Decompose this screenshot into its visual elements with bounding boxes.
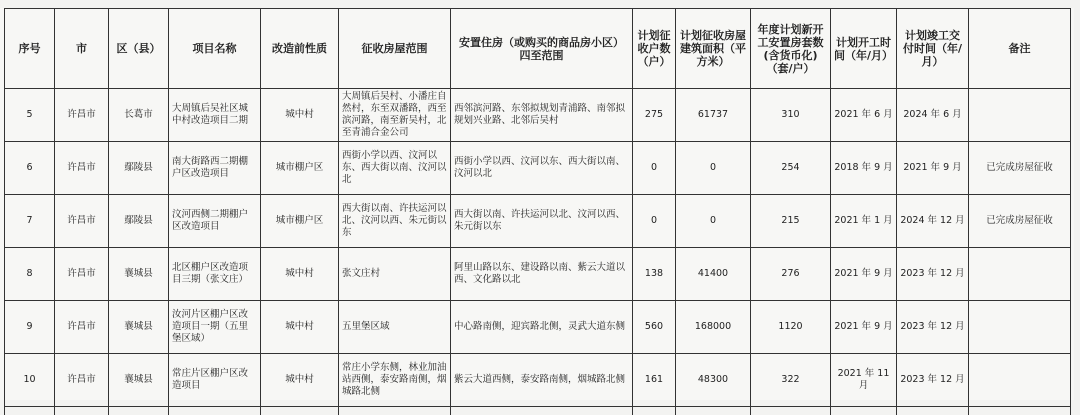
cell-nature: 城市棚户区 xyxy=(261,195,339,248)
cell-city: 许昌市 xyxy=(55,354,109,407)
cell-empty xyxy=(109,407,169,415)
header-col-units: 年度计划新开工安置房套数(含货币化)（套/户） xyxy=(751,9,831,89)
cell-start: 2021 年 9 月 xyxy=(831,248,897,301)
cell-area: 61737 xyxy=(676,89,751,142)
header-col-project: 项目名称 xyxy=(169,9,261,89)
cell-finish: 2023 年 12 月 xyxy=(897,354,969,407)
cell-scope: 五里堡区域 xyxy=(339,301,451,354)
cell-resettle: 西邻滨河路、东邻拟规划青浦路、南邻拟规划兴业路、北邻后吴村 xyxy=(451,89,633,142)
cell-finish: 2023 年 12 月 xyxy=(897,248,969,301)
cell-note: 已完成房屋征收 xyxy=(969,142,1071,195)
cell-area: 48300 xyxy=(676,354,751,407)
cell-city: 许昌市 xyxy=(55,142,109,195)
cell-units: 1120 xyxy=(751,301,831,354)
cell-finish: 2024 年 12 月 xyxy=(897,195,969,248)
cell-note: 已完成房屋征收 xyxy=(969,195,1071,248)
cell-finish: 2023 年 12 月 xyxy=(897,301,969,354)
cell-project: 大周镇后吴社区城中村改造项目二期 xyxy=(169,89,261,142)
cell-empty xyxy=(751,407,831,415)
table-row xyxy=(5,195,1071,248)
header-col-scope: 征收房屋范围 xyxy=(339,9,451,89)
cell-city: 许昌市 xyxy=(55,248,109,301)
header-col-area: 计划征收房屋建筑面积（平方米） xyxy=(676,9,751,89)
header-col-no: 序号 xyxy=(5,9,55,89)
cell-finish: 2024 年 6 月 xyxy=(897,89,969,142)
cell-project: 汝河片区棚户区改造项目一期（五里堡区域） xyxy=(169,301,261,354)
cell-empty xyxy=(676,407,751,415)
cell-resettle: 阿里山路以东、建设路以南、紫云大道以西、文化路以北 xyxy=(451,248,633,301)
cell-area: 0 xyxy=(676,142,751,195)
header-col-city: 市 xyxy=(55,9,109,89)
cell-households: 138 xyxy=(633,248,676,301)
cell-scope: 常庄小学东侧，林业加油站西侧，泰安路南侧，烟城路北侧 xyxy=(339,354,451,407)
cell-households: 161 xyxy=(633,354,676,407)
cell-no: 8 xyxy=(5,248,55,301)
cell-empty xyxy=(261,407,339,415)
cell-district: 鄢陵县 xyxy=(109,195,169,248)
cell-area: 168000 xyxy=(676,301,751,354)
cell-empty xyxy=(169,407,261,415)
table-row-partial xyxy=(5,407,1071,415)
cell-project: 南大街路西二期棚户区改造项目 xyxy=(169,142,261,195)
cell-resettle: 西大街以南、许扶运河以北、汶河以西、朱元街以东 xyxy=(451,195,633,248)
cell-start: 2021 年 1 月 xyxy=(831,195,897,248)
cell-city: 许昌市 xyxy=(55,301,109,354)
cell-finish: 2021 年 9 月 xyxy=(897,142,969,195)
cell-no: 6 xyxy=(5,142,55,195)
cell-scope: 张文庄村 xyxy=(339,248,451,301)
cell-district: 襄城县 xyxy=(109,248,169,301)
cell-households: 0 xyxy=(633,195,676,248)
table-row xyxy=(5,142,1071,195)
cell-start: 2021 年 11 月 xyxy=(831,354,897,407)
header-col-district: 区（县） xyxy=(109,9,169,89)
cell-note xyxy=(969,89,1071,142)
cell-units: 322 xyxy=(751,354,831,407)
cell-nature: 城中村 xyxy=(261,89,339,142)
cell-households: 560 xyxy=(633,301,676,354)
header-col-note: 备注 xyxy=(969,9,1071,89)
cell-units: 254 xyxy=(751,142,831,195)
header-col-finish: 计划竣工交付时间（年/月） xyxy=(897,9,969,89)
cell-scope: 大周镇后吴村、小潘庄自然村，东至双潘路，西至滨河路，南至新吴村，北至青浦合金公司 xyxy=(339,89,451,142)
cell-empty xyxy=(5,407,55,415)
header-col-households: 计划征收户数（户） xyxy=(633,9,676,89)
header-col-resettle: 安置住房（或购买的商品房小区）四至范围 xyxy=(451,9,633,89)
cell-no: 5 xyxy=(5,89,55,142)
cell-resettle: 中心路南侧，迎宾路北侧，灵武大道东侧 xyxy=(451,301,633,354)
cell-start: 2021 年 9 月 xyxy=(831,301,897,354)
cell-district: 襄城县 xyxy=(109,301,169,354)
cell-units: 215 xyxy=(751,195,831,248)
cell-resettle: 紫云大道西侧，泰安路南侧，烟城路北侧 xyxy=(451,354,633,407)
cell-nature: 城中村 xyxy=(261,248,339,301)
header-row xyxy=(5,9,1071,89)
cell-empty xyxy=(969,407,1071,415)
table-row xyxy=(5,301,1071,354)
cell-households: 0 xyxy=(633,142,676,195)
cell-empty xyxy=(55,407,109,415)
cell-note xyxy=(969,301,1071,354)
cell-city: 许昌市 xyxy=(55,195,109,248)
cell-district: 鄢陵县 xyxy=(109,142,169,195)
cell-start: 2021 年 6 月 xyxy=(831,89,897,142)
cell-empty xyxy=(831,407,897,415)
cell-area: 41400 xyxy=(676,248,751,301)
table-row xyxy=(5,248,1071,301)
cell-nature: 城市棚户区 xyxy=(261,142,339,195)
header-col-nature: 改造前性质 xyxy=(261,9,339,89)
header-col-start: 计划开工时间（年/月） xyxy=(831,9,897,89)
table-row xyxy=(5,354,1071,407)
cell-units: 276 xyxy=(751,248,831,301)
cell-scope: 西大街以南、许扶运河以北、汶河以西、朱元街以东 xyxy=(339,195,451,248)
cell-no: 10 xyxy=(5,354,55,407)
project-table xyxy=(4,8,1071,415)
cell-empty xyxy=(633,407,676,415)
cell-city: 许昌市 xyxy=(55,89,109,142)
table-body xyxy=(5,89,1071,415)
table-row xyxy=(5,89,1071,142)
cell-note xyxy=(969,248,1071,301)
cell-scope: 西街小学以西、汶河以东、西大街以南、汶河以北 xyxy=(339,142,451,195)
cell-project: 汶河西侧二期棚户区改造项目 xyxy=(169,195,261,248)
cell-nature: 城中村 xyxy=(261,354,339,407)
cell-units: 310 xyxy=(751,89,831,142)
cell-empty xyxy=(897,407,969,415)
cell-resettle: 西街小学以西、汶河以东、西大街以南、汶河以北 xyxy=(451,142,633,195)
cell-nature: 城中村 xyxy=(261,301,339,354)
document-page xyxy=(0,8,1074,400)
cell-district: 长葛市 xyxy=(109,89,169,142)
cell-empty xyxy=(451,407,633,415)
cell-district: 襄城县 xyxy=(109,354,169,407)
cell-start: 2018 年 9 月 xyxy=(831,142,897,195)
cell-no: 9 xyxy=(5,301,55,354)
cell-empty xyxy=(339,407,451,415)
cell-no: 7 xyxy=(5,195,55,248)
cell-households: 275 xyxy=(633,89,676,142)
cell-area: 0 xyxy=(676,195,751,248)
cell-project: 北区棚户区改造项目三期（张文庄） xyxy=(169,248,261,301)
cell-project: 常庄片区棚户区改造项目 xyxy=(169,354,261,407)
cell-note xyxy=(969,354,1071,407)
